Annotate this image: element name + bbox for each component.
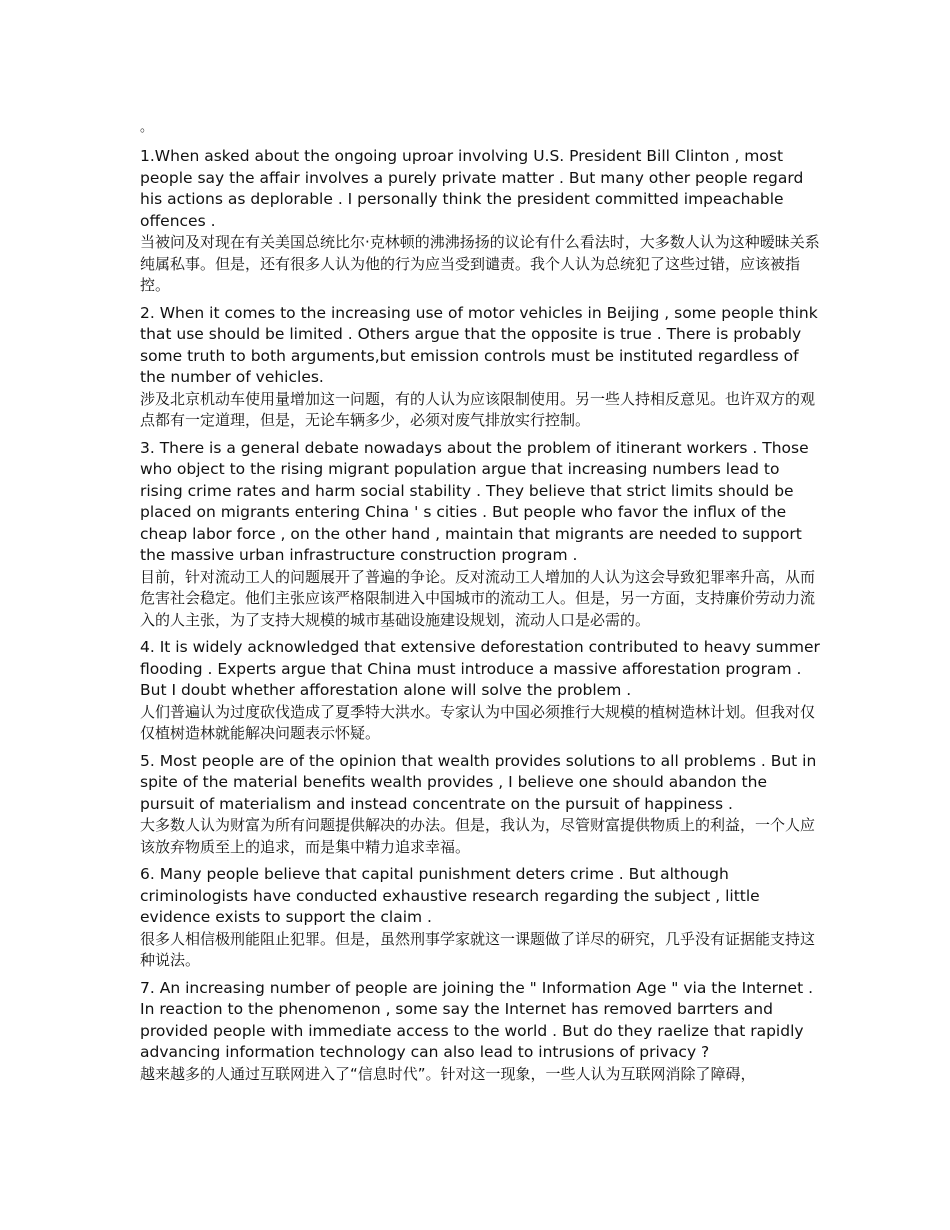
entry-2-chinese: 涉及北京机动车使用量增加这一问题，有的人认为应该限制使用。另一些人持相反意见。也许双方的观点都有一定道理，但是，无论车辆多少，必须对废气排放实行控制。 xyxy=(140,389,816,429)
entry-7-chinese: 越来越多的人通过互联网进入了“信息时代”。针对这一现象，一些人认为互联网消除了障碍， xyxy=(140,1064,756,1083)
entry-5-chinese: 大多数人认为财富为所有问题提供解决的办法。但是，我认为，尽管财富提供物质上的利益，一个人应该放弃物质至上的追求，而是集中精力追求幸福。 xyxy=(140,816,816,856)
entry-6-chinese: 很多人相信极刑能阻止犯罪。但是，虽然刑事学家就这一课题做了详尽的研究，几乎没有证据能支持这种说法。 xyxy=(140,929,816,969)
entry-3-english: 3. There is a general debate nowadays about the problem of itinerant workers . Those who object to the rising migrant population argue that increasing numbers lead to rising crime rates and harm social stability . They believe that strict limits should be placed on migrants entering China ' s cities . But people who favor the influx of the cheap labor force , on the other hand , maintain that migrants are needed to support the massive urban infrastructure construction program . xyxy=(140,438,809,564)
entry-1-chinese: 当被问及对现在有关美国总统比尔·克林顿的沸沸扬扬的议论有什么看法时，大多数人认为这种暧昧关系纯属私事。但是，还有很多人认为他的行为应当受到谴责。我个人认为总统犯了这些过错，应该被指控。 xyxy=(140,233,820,294)
entry-5 xyxy=(140,751,820,859)
entry-1 xyxy=(140,146,820,297)
entry-1-english: 1.When asked about the ongoing uproar involving U.S. President Bill Clinton , most people say the affair involves a purely private matter . But many other people regard his actions as deplorable . I personally think the president committed impeachable offences . xyxy=(140,147,804,230)
leading-mark: 。 xyxy=(140,120,154,135)
entry-7-english: 7. An increasing number of people are joining the " Information Age " via the Internet . In reaction to the phenomenon , some say the Internet has removed barrters and provided people with immediate access to the world . But do they raelize that rapidly advancing information technology can also lead to intrusions of privacy ? xyxy=(140,978,814,1061)
entry-3 xyxy=(140,438,820,632)
entry-5-english: 5. Most people are of the opinion that wealth provides solutions to all problems . But in spite of the material benefits wealth provides , I believe one should abandon the pursuit of materialism and instead concentrate on the pursuit of happiness . xyxy=(140,751,817,813)
entry-4-chinese: 人们普遍认为过度砍伐造成了夏季特大洪水。专家认为中国必须推行大规模的植树造林计划。但我对仅仅植树造林就能解决问题表示怀疑。 xyxy=(140,702,816,742)
entry-2-english: 2. When it comes to the increasing use of motor vehicles in Beijing , some people think that use should be limited . Others argue that the opposite is true . There is probably some truth to both arguments,but emission controls must be instituted regardless of the number of vehicles. xyxy=(140,303,818,386)
document-page xyxy=(140,120,820,1091)
entry-7 xyxy=(140,978,820,1086)
entry-3-chinese: 目前，针对流动工人的问题展开了普遍的争论。反对流动工人增加的人认为这会导致犯罪率升高，从而危害社会稳定。他们主张应该严格限制进入中国城市的流动工人。但是，另一方面，支持廉价劳动力流入的人主张，为了支持大规模的城市基础设施建设规划，流动人口是必需的。 xyxy=(140,567,816,629)
entry-4-english: 4. It is widely acknowledged that extensive deforestation contributed to heavy summer flooding . Experts argue that China must introduce a massive afforestation program . But I doubt whether afforestation alone will solve the problem . xyxy=(140,638,820,699)
entry-6 xyxy=(140,864,820,972)
entry-6-english: 6. Many people believe that capital punishment deters crime . But although criminologists have conducted exhaustive research regarding the subject , little evidence exists to support the claim . xyxy=(140,865,760,926)
entry-4 xyxy=(140,637,820,745)
entry-2 xyxy=(140,303,820,432)
